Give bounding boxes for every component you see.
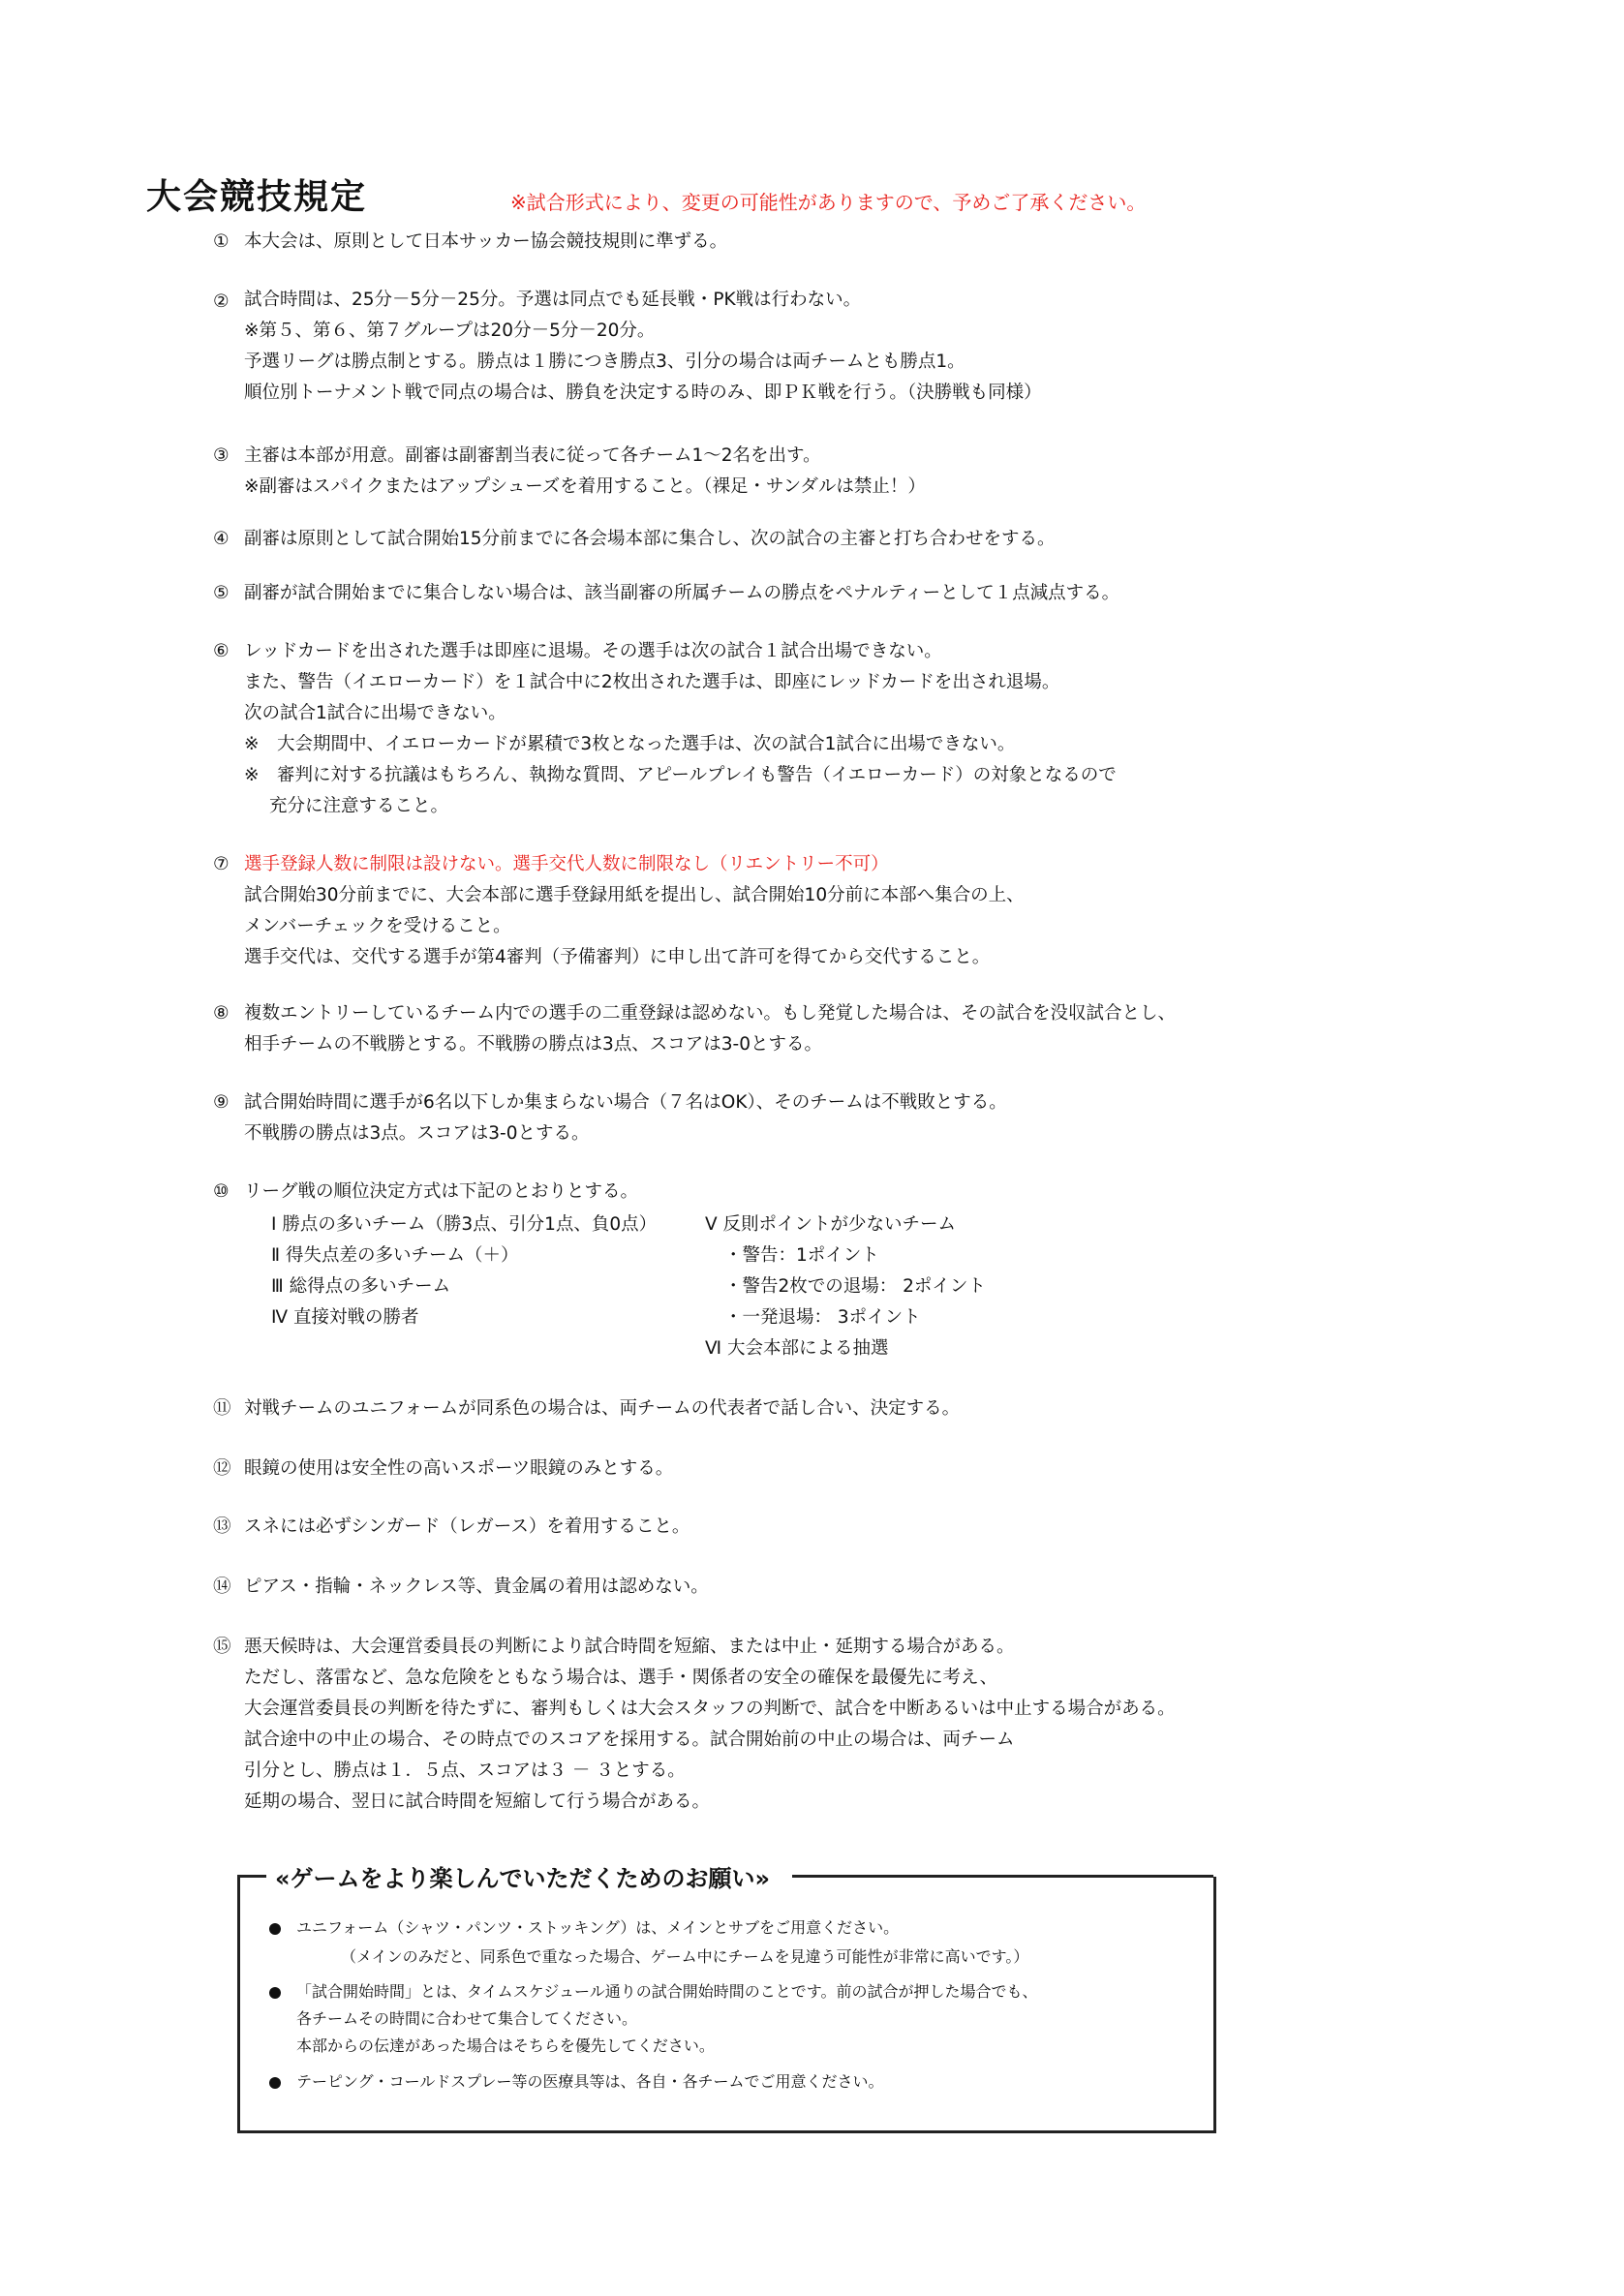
request-item-2-line-1: 「試合開始時間」とは、タイムスケジュール通りの試合開始時間のことです。前の試合が押した場合でも、 — [296, 1982, 1038, 2001]
ranking-criterion-5: Ⅴ 反則ポイントが少ないチーム — [705, 1214, 957, 1235]
bullet-icon — [269, 1923, 281, 1935]
request-item-1-line-2: （メインのみだと、同系色で重なった場合、ゲーム中にチームを見違う可能性が非常に高いです。） — [341, 1947, 1029, 1966]
request-item-3-line-1: テーピング・コールドスプレー等の医療具等は、各自・各チームでご用意ください。 — [296, 2072, 884, 2091]
bullet-icon — [269, 2077, 281, 2089]
rule-14-number: ⑭ — [213, 1577, 231, 1597]
rule-6-number: ⑥ — [213, 641, 230, 661]
rule-15-line-4: 試合途中の中止の場合、その時点でのスコアを採用する。試合開始前の中止の場合は、両チーム — [244, 1730, 1015, 1750]
rule-2-line-3: 予選リーグは勝点制とする。勝点は１勝につき勝点3、引分の場合は両チームとも勝点1。 — [244, 352, 965, 372]
rule-7-line-3: メンバーチェックを受けること。 — [244, 916, 511, 936]
penalty-point-red-card: ・一発退場： 3ポイント — [724, 1307, 921, 1328]
rule-9-line-1: 試合開始時間に選手が6名以下しか集まらない場合（７名はOK）、そのチームは不戦敗とする。 — [244, 1092, 1007, 1113]
rule-2-line-4: 順位別トーナメント戦で同点の場合は、勝負を決定する時のみ、即ＰＫ戦を行う。（決勝戦も同様） — [244, 383, 1042, 403]
rule-6-line-2: また、警告（イエローカード）を１試合中に2枚出された選手は、即座にレッドカードを出され退場。 — [244, 672, 1060, 692]
request-item-2-line-2: 各チームその時間に合わせて集合してください。 — [296, 2009, 638, 2028]
rule-15-line-5: 引分とし、勝点は１．５点、スコアは３ － ３とする。 — [244, 1760, 686, 1781]
rule-7-number: ⑦ — [213, 854, 230, 874]
request-box-title: «ゲームをより楽しんでいただくためのお願い» — [269, 1859, 776, 1893]
rule-9-number: ⑨ — [213, 1092, 230, 1113]
rule-4-number: ④ — [213, 529, 230, 549]
rule-1-line-1: 本大会は、原則として日本サッカー協会競技規則に準ずる。 — [244, 231, 728, 252]
rule-7-line-4: 選手交代は、交代する選手が第4審判（予備審判）に申し出て許可を得てから交代すること。 — [244, 947, 991, 967]
request-item-2-line-3: 本部からの伝達があった場合はそちらを優先してください。 — [296, 2036, 715, 2055]
rule-11-line-1: 対戦チームのユニフォームが同系色の場合は、両チームの代表者で話し合い、決定する。 — [244, 1398, 961, 1419]
rule-2-line-1: 試合時間は、25分－5分－25分。予選は同点でも延長戦・PK戦は行わない。 — [244, 290, 862, 310]
rule-15-line-2: ただし、落雷など、急な危険をともなう場合は、選手・関係者の安全の確保を最優先に考え、 — [244, 1668, 998, 1688]
rule-6-line-5: ※ 審判に対する抗議はもちろん、執拗な質問、アピールプレイも警告（イエローカード）の対象となるので — [244, 765, 1117, 785]
rule-12-number: ⑫ — [213, 1458, 231, 1479]
penalty-point-two-warnings: ・警告2枚での退場： 2ポイント — [724, 1276, 986, 1297]
request-item-1-line-1: ユニフォーム（シャツ・パンツ・ストッキング）は、メインとサブをご用意ください。 — [296, 1918, 900, 1937]
request-box-top-border-left — [237, 1875, 266, 1878]
rule-6-line-3: 次の試合1試合に出場できない。 — [244, 703, 506, 723]
page-title: 大会競技規定 — [146, 177, 368, 217]
rule-15-number: ⑮ — [213, 1637, 231, 1657]
rule-6-line-1: レッドカードを出された選手は即座に退場。その選手は次の試合１試合出場できない。 — [244, 641, 942, 661]
change-notice: ※試合形式により、変更の可能性がありますので、予めご了承ください。 — [510, 191, 1147, 214]
penalty-point-warning: ・警告：1ポイント — [724, 1245, 879, 1266]
rule-3-line-1: 主審は本部が用意。副審は副審割当表に従って各チーム1～2名を出す。 — [244, 445, 821, 466]
rule-8-line-2: 相手チームの不戦勝とする。不戦勝の勝点は3点、スコアは3-0とする。 — [244, 1034, 822, 1055]
rule-6-line-6: 充分に注意すること。 — [269, 796, 449, 816]
request-box — [237, 1877, 1216, 2133]
rule-7-line-1: 選手登録人数に制限は設けない。選手交代人数に制限なし（リエントリー不可） — [244, 854, 889, 874]
rule-6-line-4: ※ 大会期間中、イエローカードが累積で3枚となった選手は、次の試合1試合に出場できない。 — [244, 734, 1016, 754]
rule-8-number: ⑧ — [213, 1003, 230, 1024]
ranking-criterion-6: Ⅵ 大会本部による抽選 — [705, 1338, 889, 1359]
rule-5-number: ⑤ — [213, 583, 230, 603]
rule-11-number: ⑪ — [213, 1398, 231, 1419]
rule-9-line-2: 不戦勝の勝点は3点。スコアは3-0とする。 — [244, 1123, 590, 1144]
rule-4-line-1: 副審は原則として試合開始15分前までに各会場本部に集合し、次の試合の主審と打ち合わせをする。 — [244, 529, 1056, 549]
bullet-icon — [269, 1987, 281, 1999]
rule-15-line-6: 延期の場合、翌日に試合時間を短縮して行う場合がある。 — [244, 1791, 711, 1812]
rule-13-number: ⑬ — [213, 1516, 231, 1537]
ranking-criterion-3: Ⅲ 総得点の多いチーム — [271, 1276, 451, 1297]
rule-14-line-1: ピアス・指輪・ネックレス等、貴金属の着用は認めない。 — [244, 1577, 709, 1597]
request-box-top-border-right — [792, 1875, 1213, 1878]
rule-12-line-1: 眼鏡の使用は安全性の高いスポーツ眼鏡のみとする。 — [244, 1458, 674, 1479]
rule-3-line-2: ※副審はスパイクまたはアップシューズを着用すること。（裸足・サンダルは禁止！） — [244, 476, 926, 497]
rule-3-number: ③ — [213, 445, 230, 466]
rule-13-line-1: スネには必ずシンガード（レガース）を着用すること。 — [244, 1516, 690, 1537]
rule-2-number: ② — [213, 291, 230, 312]
rule-5-line-1: 副審が試合開始までに集合しない場合は、該当副審の所属チームの勝点をペナルティーとして１点減点する。 — [244, 583, 1120, 603]
ranking-criterion-4: Ⅳ 直接対戦の勝者 — [271, 1307, 419, 1328]
rule-2-line-2: ※第５、第６、第７グループは20分－5分－20分。 — [244, 321, 656, 341]
ranking-criterion-2: Ⅱ 得失点差の多いチーム（＋） — [271, 1245, 519, 1266]
rule-10-line-1: リーグ戦の順位決定方式は下記のとおりとする。 — [244, 1181, 639, 1202]
rule-8-line-1: 複数エントリーしているチーム内での選手の二重登録は認めない。もし発覚した場合は、その試合を没収試合とし、 — [244, 1003, 1177, 1024]
rule-10-number: ⑩ — [213, 1181, 230, 1202]
rule-7-line-2: 試合開始30分前までに、大会本部に選手登録用紙を提出し、試合開始10分前に本部へ集合の上、 — [244, 885, 1025, 905]
ranking-criterion-1: Ⅰ 勝点の多いチーム（勝3点、引分1点、負0点） — [271, 1214, 658, 1235]
rule-15-line-1: 悪天候時は、大会運営委員長の判断により試合時間を短縮、または中止・延期する場合がある。 — [244, 1637, 1015, 1657]
rule-15-line-3: 大会運営委員長の判断を待たずに、審判もしくは大会スタッフの判断で、試合を中断あるいは中止する場合がある。 — [244, 1699, 1176, 1719]
rule-1-number: ① — [213, 231, 230, 252]
